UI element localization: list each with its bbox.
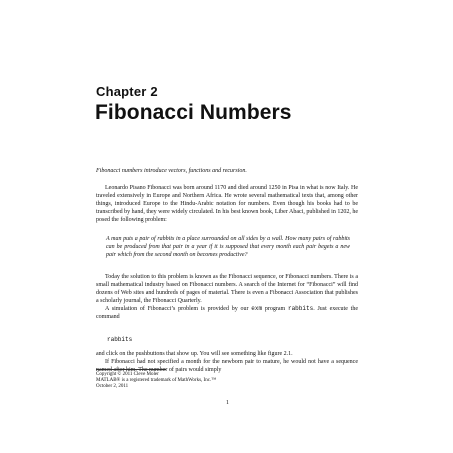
command-line: rabbits — [107, 336, 133, 343]
chapter-abstract: Fibonacci numbers introduce vectors, functions and recursion. — [96, 168, 247, 174]
footnote — [96, 372, 358, 391]
trademark-line: MATLAB® is a registered trademark of MathWorks, Inc.™ — [96, 378, 217, 384]
paragraph-pushbuttons — [96, 350, 358, 374]
maturity-text: If Fibonacci had not specified a month for the newborn pair to mature, he would not have a sequence named after him. The number of pairs would simply — [96, 359, 358, 374]
paragraph-sequence-text: Today the solution to this problem is known as the Fibonacci sequence, or Fibonacci numbers. There is a small mathematical industry based on Fibonacci numbers. A search of the Internet for “Fibonacci” will find dozens of Web sites and hundreds of pages of material. There is even a Fibonacci Association that publishes a scholarly journal, the Fibonacci Quarterly. — [96, 274, 358, 305]
rabbit-problem-quote: A man puts a pair of rabbits in a place surrounded on all sides by a wall. How many pairs of rabbits can be produced from that pair in a year if it is supposed that every month each pair begets a new pair which from the second month on becomes productive? — [106, 236, 350, 259]
paragraph-intro: Leonardo Pisano Fibonacci was born around 1170 and died around 1250 in Pisa in what is now Italy. He traveled extensively in Europe and Northern Africa. He wrote several mathematical texts that, among other things, introduced Europe to the Hindu-Arabic notation for numbers. Even though his books had to be transcribed by hand, they were widely circulated. In his best known book, Liber Abaci, published in 1202, he posed the following problem: — [96, 185, 358, 224]
copyright-line: Copyright © 2011 Cleve Moler — [96, 372, 159, 377]
rabbits-code: rabbits — [287, 305, 314, 313]
pushbuttons-line: and click on the pushbuttons that show up. You will see something like figure 2.1. — [96, 351, 293, 357]
simulation-text: A simulation of Fibonacci’s problem is provided by our — [105, 306, 252, 313]
chapter-label: Chapter 2 — [96, 84, 158, 99]
execute-text: . Just execute the command — [96, 306, 358, 321]
paragraph-sequence — [96, 273, 358, 322]
page-number: 1 — [226, 400, 229, 406]
chapter-title: Fibonacci Numbers — [95, 101, 292, 124]
exm-code: exm — [251, 305, 263, 313]
program-text: program — [262, 306, 288, 313]
date-line: October 2, 2011 — [96, 384, 129, 390]
footnote-divider — [96, 369, 166, 370]
